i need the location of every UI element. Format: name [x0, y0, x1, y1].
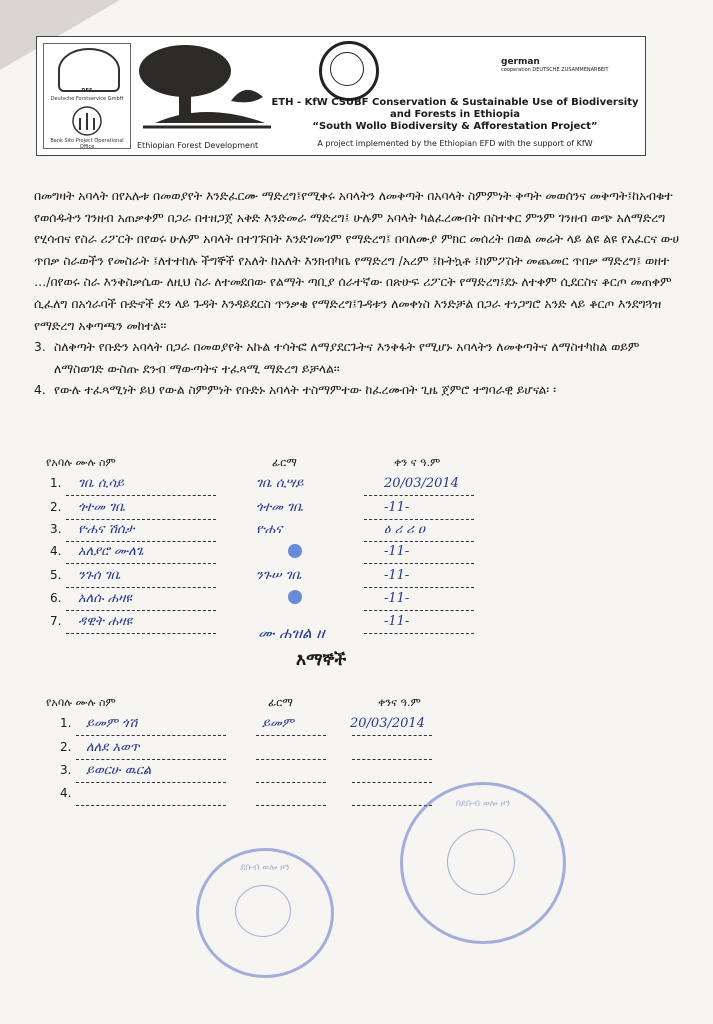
german-cooperation-logo — [501, 57, 609, 73]
kfw-seal-icon — [330, 52, 364, 86]
date-line — [352, 734, 432, 736]
member-name: አለሱ ሐዛዩ — [78, 591, 132, 606]
clause-3 — [34, 337, 682, 380]
agreement-body — [34, 186, 682, 402]
witness-row — [0, 740, 713, 764]
member-row-number: 4. — [50, 544, 62, 558]
witness-row — [0, 716, 713, 740]
dfs-logo-box — [43, 43, 131, 149]
german-logo-name: german — [501, 57, 540, 67]
member-row — [0, 614, 713, 638]
member-row — [0, 476, 713, 500]
name-line — [66, 632, 216, 634]
sign-line — [256, 734, 326, 736]
member-date: -11- — [384, 614, 410, 629]
name-line — [76, 804, 226, 806]
extra-signature: ሙ ሐዝል ዘ — [258, 624, 325, 642]
date-line — [364, 632, 474, 634]
name-line — [66, 518, 216, 520]
stamp-left — [196, 848, 334, 978]
date-line — [364, 586, 474, 588]
member-date: -11- — [384, 500, 410, 515]
member-name: ዳዊት ሐዛዩ — [78, 614, 132, 629]
member-name: አለያሮ ሙለጌ — [78, 544, 144, 559]
paragraph-1: በመግዛት አባላት በየአሉቱ በመወያየት እንድፈርሙ ማድረግ፤የሚቀሩ አባላትን ለመቅጣት በአባላት ስምምነት ቅጣት መወሰንና መቅጣት፤ከአብቁተ የወሰዱትን ገንዘብ አጠቃቀም በጋራ በተዘጋጀ አቅድ እንድመራ ማድረግ፤ ሁሉም አባላት ካልፈረሙበት በስተቀር ምንም ገንዘብ ወጭ አለማድረግ የሂሳብና የስራ ሪፖርት በየወሩ ሁሉም አባላት በተገኙበት እንድገመገም የማድረግ፤ በባለሙያ ምክር መሰረት በወል መሬት ላይ ልዩ ልዩ የአፈርና ውሀ ጥበቃ ስራወችን የመስራት ፤ለተተከሉ ችግኞች የአለት ከአለት እንክብካቤ የማድረግ /አረም ፤ኩትኳቶ ፤ከምፖስት መጨመር ጥበቃ ማድረግ፤ ወዘተ …/በየወሩ ስራ እንቅስቃሴው ለዚህ ስራ ለተመደበው የልማት ጣቢያ ሰራተኛው በጽሁፍ ሪፖርት የማድረግ፤ደኑ ለተቀም ሲደርስና ቆርጦ መጠቀም ሲፈለግ በአጎራባች ቡድኖች ደን ላይ ጉዳት እንዳይደርስ ጥንቃቄ የማድረግ፤ጉዳቱን ለመቀነስ እንድቻል በጋራ ተነጋግሮ አንድ ላይ ቆርጦ እንደግጓዝ የማድረግ አቀጣጫን መከተል፡፡ — [34, 189, 679, 333]
name-line — [76, 734, 226, 736]
dfs-logo-footer: Bank Sito Project Operational Office — [50, 138, 124, 150]
dfs-logo-top: DFS — [81, 88, 93, 94]
member-signature: ገቤ ሲሣይ — [256, 476, 304, 491]
witness-row-number: 2. — [60, 740, 72, 754]
member-signature: ንጉሠ ገቤ — [256, 568, 302, 583]
forest-tree-icon — [68, 106, 106, 136]
sign-line — [256, 804, 326, 806]
clause-3-text: ስለቅጣት የቡድን አባላት በጋራ በመወያየት አኩል ተሳትፎ ለማያደርጉትና እንቅፋት የሚሆኑ አባላትን ለመቅጣትና ለማስተካከል ወይም ለማስወገድ ውስጡ ደንብ ማውጣትና ተፈጻሚ ማድረግ ይቻላል፡፡ — [54, 340, 640, 376]
members-col-sign: ፊርማ — [272, 456, 297, 469]
sign-line — [256, 781, 326, 783]
member-name: ዮሐና ሽሰታ — [78, 522, 135, 537]
witness-row — [0, 786, 713, 810]
clause-4-text: የውሉ ተፈጻሚነት ይህ የውል ስምምነት የቡድኑ አባላት ተስማምተው ከፈረሙበት ጊዜ ጀምሮ ተግባራዊ ይሆናል፡ ፡ — [54, 383, 557, 398]
witness-col-date: ቀንና ዓ.ም — [378, 696, 421, 709]
project-name: “South Wollo Biodiversity & Afforestation Project” — [312, 121, 598, 132]
project-title-line: ETH - KfW CSUBF Conservation & Sustainable Use of Biodiversity and Forests in Ethiopia — [271, 97, 639, 120]
member-row — [0, 544, 713, 568]
witness-name: ይመም ጎሽ — [86, 716, 138, 731]
date-line — [364, 540, 474, 542]
date-line — [364, 494, 474, 496]
date-line — [364, 518, 474, 520]
member-row — [0, 568, 713, 592]
member-name: ጎተመ ገቤ — [78, 500, 125, 515]
witness-date: 20/03/2014 — [350, 716, 425, 731]
thumbprint-icon — [288, 590, 302, 604]
clause-3-number: 3. — [34, 340, 46, 355]
member-date: -11- — [384, 591, 410, 606]
stamp-right-inner — [447, 829, 515, 895]
member-row-number: 3. — [50, 522, 62, 536]
member-row-number: 6. — [50, 591, 62, 605]
name-line — [76, 781, 226, 783]
member-row-number: 7. — [50, 614, 62, 628]
member-row — [0, 522, 713, 546]
efd-tree-logo — [135, 41, 275, 137]
kfw-seal — [319, 41, 379, 101]
clause-4 — [34, 380, 682, 402]
member-row-number: 5. — [50, 568, 62, 582]
member-name: ንጉሰ ገቤ — [78, 568, 121, 583]
witness-row — [0, 763, 713, 787]
witness-row-number: 4. — [60, 786, 72, 800]
name-line — [76, 758, 226, 760]
name-line — [66, 586, 216, 588]
member-date: -11- — [384, 568, 410, 583]
witness-col-name: የአባሉ ሙሉ ስም — [46, 696, 116, 709]
witness-row-number: 3. — [60, 763, 72, 777]
member-signature: ጎተመ ገቤ — [256, 500, 303, 515]
stamp-right — [400, 782, 566, 944]
stamp-right-text: በደቡብ ወሎ ዞን — [455, 799, 511, 809]
member-name: ገቤ ሲሳይ — [78, 476, 124, 491]
member-date: -11- — [384, 544, 410, 559]
date-line — [364, 562, 474, 564]
witness-col-sign: ፊርማ — [268, 696, 293, 709]
witness-name: ይወርሁ ዉርል — [86, 763, 152, 778]
date-line — [352, 758, 432, 760]
witness-row-number: 1. — [60, 716, 72, 730]
member-row-number: 2. — [50, 500, 62, 514]
thumbprint-icon — [288, 544, 302, 558]
stamp-left-text: ደቡብ ወሎ ዞን — [240, 863, 290, 873]
dfs-logo-name: Deutsche Forstservice GmbH — [50, 96, 124, 102]
name-line — [66, 540, 216, 542]
member-date: 20/03/2014 — [384, 476, 459, 491]
name-line — [66, 562, 216, 564]
date-line — [364, 609, 474, 611]
witness-name: ለለደ አወጥ — [86, 740, 140, 755]
project-subtitle: A project implemented by the Ethiopian EFD with the support of KfW — [317, 139, 593, 148]
members-col-name: የአባሉ ሙሉ ስም — [46, 456, 116, 469]
members-col-date: ቀን ና ዓ.ም — [394, 456, 441, 469]
sign-line — [256, 758, 326, 760]
member-row — [0, 591, 713, 615]
name-line — [66, 494, 216, 496]
name-line — [66, 609, 216, 611]
german-logo-sub: cooperation DEUTSCHE ZUSAMMENARBEIT — [501, 67, 609, 73]
letterhead — [36, 36, 646, 156]
efd-label: Ethiopian Forest Development — [137, 141, 259, 150]
project-title — [265, 97, 645, 133]
member-signature: ዮሐና — [256, 522, 283, 537]
member-row — [0, 500, 713, 524]
member-row-number: 1. — [50, 476, 62, 490]
clause-4-number: 4. — [34, 383, 46, 398]
dfs-logo-icon — [58, 48, 120, 92]
stamp-left-inner — [235, 885, 291, 937]
witness-signature: ይመም — [262, 716, 294, 731]
date-line — [352, 781, 432, 783]
member-date: ዕ ሪ ሪ ዐ — [384, 522, 426, 537]
witness-title: እማኞች — [296, 650, 347, 670]
